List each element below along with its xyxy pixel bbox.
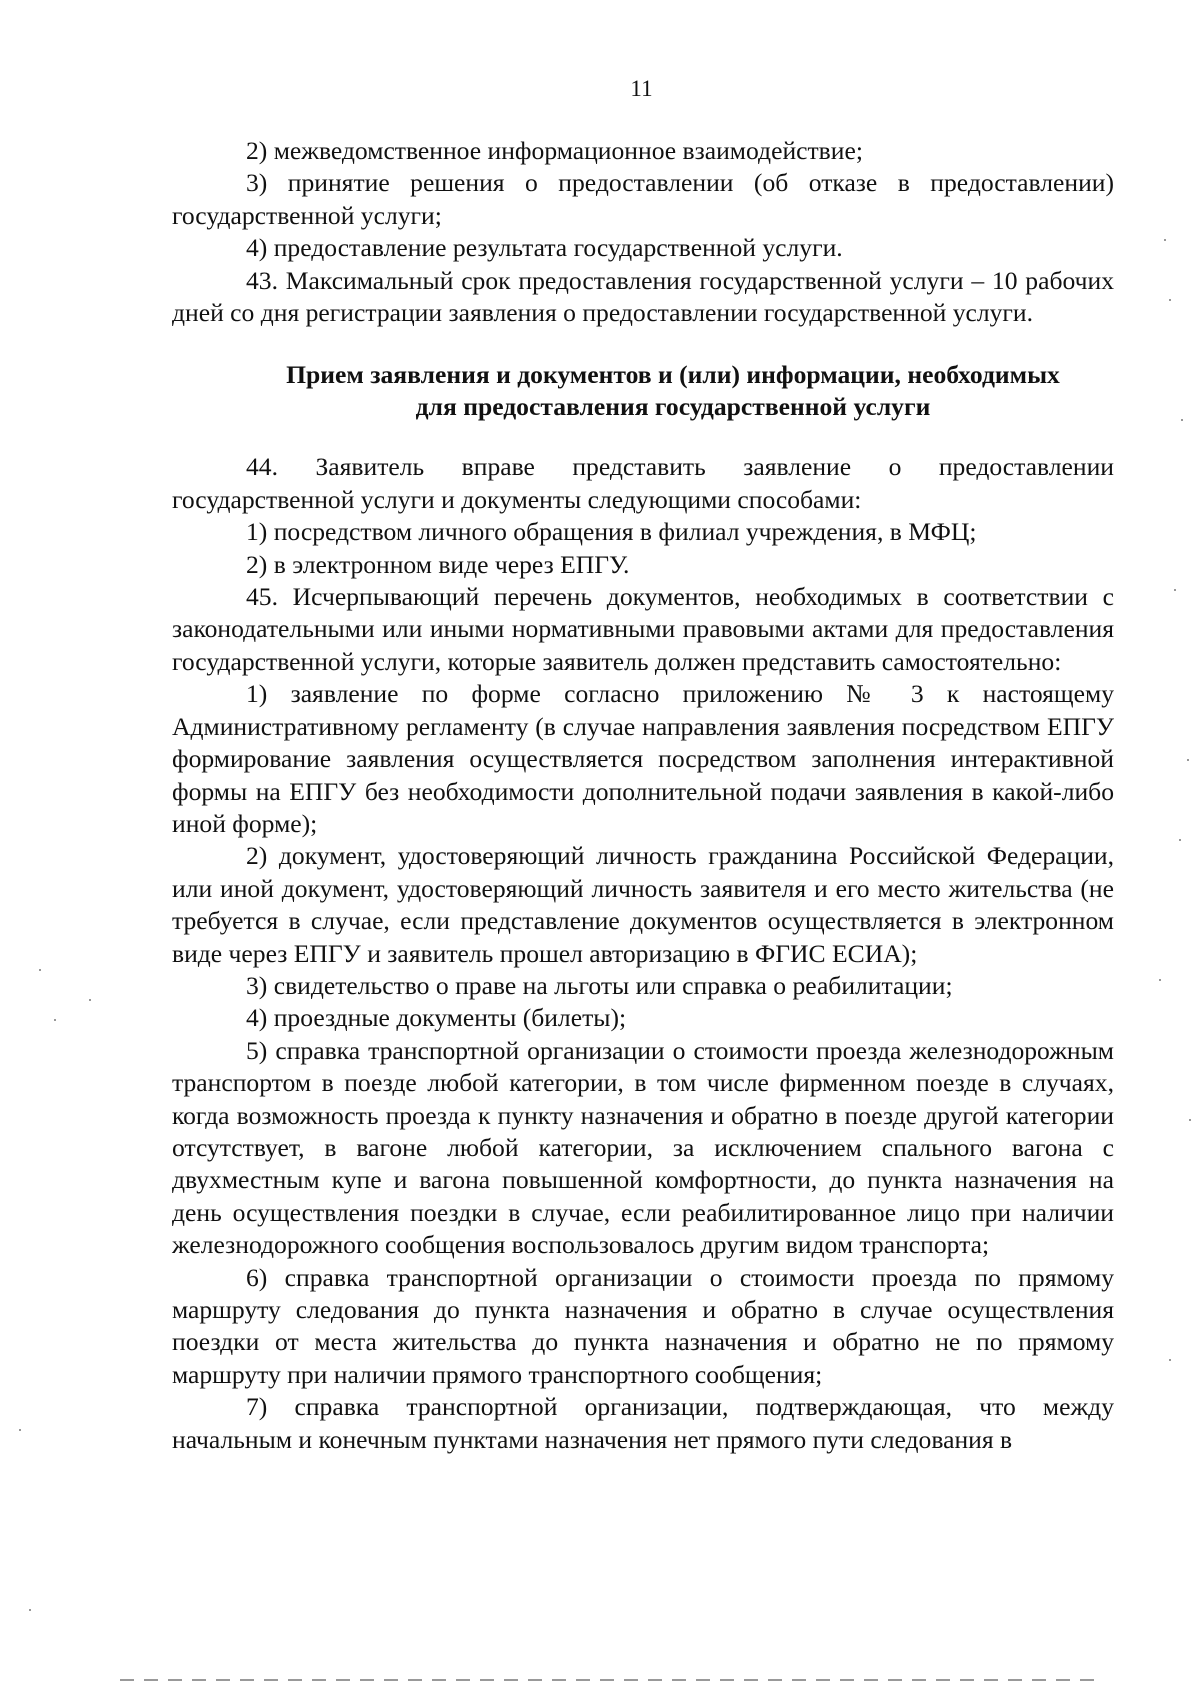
- document-body: [172, 135, 1114, 1456]
- list-item-certificate: 3) свидетельство о праве на льготы или справка о реабилитации;: [246, 970, 953, 1000]
- section-heading-line-2: для предоставления государственной услуги: [415, 392, 931, 422]
- section-heading-line-1: Прием заявления и документов и (или) информации, необходимых: [286, 360, 1060, 390]
- list-item-result: 4) предоставление результата государственной услуги.: [246, 233, 843, 263]
- list-item-application-form: 1) заявление по форме согласно приложению № 3 к настоящему Административному регламенту (в случае направления заявления посредством ЕПГУ формирование заявления осуществляется посредством заполнения интерактивной формы на ЕПГУ без необходимости дополнительной подачи заявления в какой-либо иной форме);: [172, 679, 1114, 838]
- paragraph-44: 44. Заявитель вправе представить заявление о предоставлении государственной услуги и документы следующими способами:: [172, 452, 1114, 514]
- list-item-railway-cost: 5) справка транспортной организации о стоимости проезда железнодорожным транспортом в поезде любой категории, в том числе фирменном поезде в случаях, когда возможность проезда к пункту назначения и обратно в поезде другой категории отсутствует, в вагоне любой категории, за исключением спального вагона с двухместным купе и вагона повышенной комфортности, до пункта назначения на день осуществления поездки в случае, если реабилитированное лицо при наличии железнодорожного сообщения воспользовалось другим видом транспорта;: [172, 1035, 1114, 1260]
- list-item-electronic: 2) в электронном виде через ЕПГУ.: [246, 549, 630, 579]
- list-item-identity-document: 2) документ, удостоверяющий личность гражданина Российской Федерации, или иной документ, удостоверяющий личность заявителя и его место жительства (не требуется в случае, если представление документов осуществляется в электронном виде через ЕПГУ и заявитель прошел авторизацию в ФГИС ЕСИА);: [172, 841, 1114, 968]
- list-item-no-direct-route: 7) справка транспортной организации, подтверждающая, что между начальным и конечным пунктами назначения нет прямого пути следования в: [172, 1392, 1114, 1454]
- page-number: 11: [630, 76, 653, 101]
- list-item-decision: 3) принятие решения о предоставлении (об отказе в предоставлении) государственной услуги;: [172, 168, 1114, 230]
- list-item-tickets: 4) проездные документы (билеты);: [246, 1003, 627, 1033]
- paragraph-45: 45. Исчерпывающий перечень документов, необходимых в соответствии с законодательными или иными нормативными правовыми актами для предоставления государственной услуги, которые заявитель должен представить самостоятельно:: [172, 582, 1114, 676]
- list-item-personal-visit: 1) посредством личного обращения в филиал учреждения, в МФЦ;: [246, 517, 977, 547]
- paragraph-43: 43. Максимальный срок предоставления государственной услуги – 10 рабочих дней со дня регистрации заявления о предоставлении государственной услуги.: [172, 265, 1114, 328]
- list-item-direct-route-cost: 6) справка транспортной организации о стоимости проезда по прямому маршруту следования до пункта назначения и обратно в случае осуществления поездки от места жительства до пункта назначения и обратно не по прямому маршруту при наличии прямого транспортного сообщения;: [172, 1262, 1114, 1389]
- list-item-interagency: 2) межведомственное информационное взаимодействие;: [246, 136, 863, 165]
- section-heading: [172, 359, 1114, 423]
